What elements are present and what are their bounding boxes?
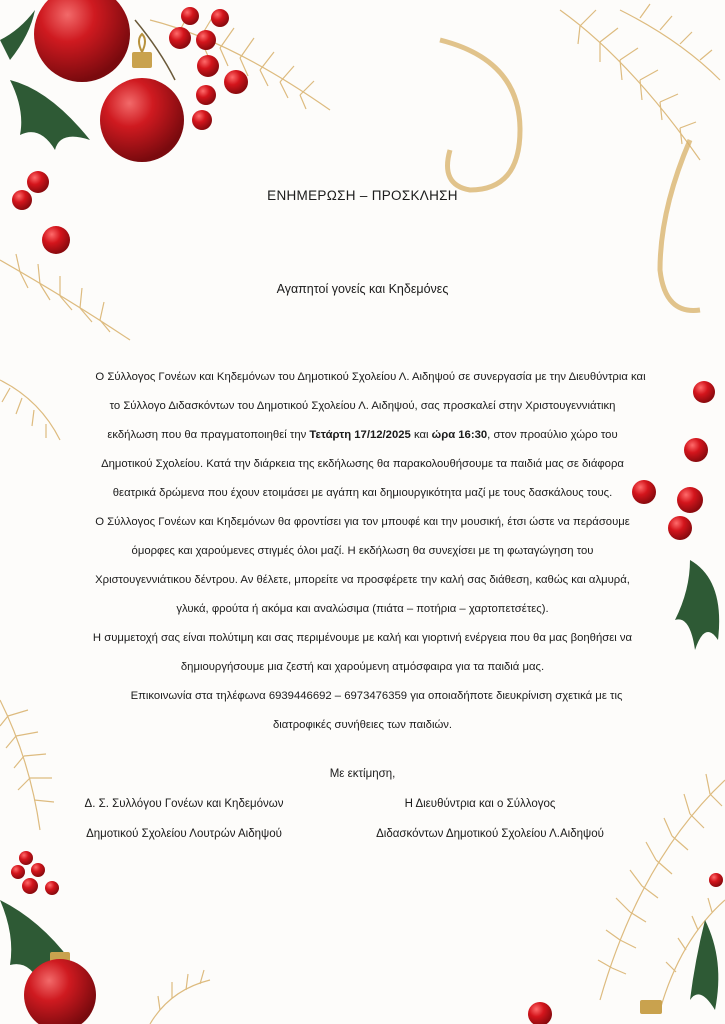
body-text: εκδήλωση που θα πραγματοποιηθεί την [107, 429, 310, 441]
gold-ribbon-icon [440, 40, 700, 311]
signature-left-line-1: Δ. Σ. Συλλόγου Γονέων και Κηδεμόνων [84, 798, 284, 810]
signature-right-line-1: Η Διευθύντρια και ο Σύλλογος [404, 798, 556, 810]
body-line: Ο Σύλλογος Γονέων και Κηδεμόνων του Δημοτικού Σχολείου Λ. Αιδηψού σε συνεργασία με την Διευθύντρια και [95, 371, 646, 383]
body-line: δημιουργήσουμε μια ζεστή και χαρούμενη ατμόσφαιρα για τα παιδιά μας. [180, 661, 545, 673]
body-line: όμορφες και χαρούμενες στιγμές όλοι μαζί. Η εκδήλωση θα συνεχίσει με τη φωταγώγηση του [131, 545, 594, 557]
gold-pine-branch-icon [560, 4, 720, 160]
body-line: Χριστουγεννιάτικου δέντρου. Αν θέλετε, μπορείτε να προσφέρετε την καλή σας διάθεση, καθώς και αλμυρά, [95, 574, 630, 586]
body-line: Ο Σύλλογος Γονέων και Κηδεμόνων θα φροντίσει για τον μπουφέ και την μουσική, έτσι ώστε να περάσουμε [95, 516, 630, 528]
signoff: Με εκτίμηση, [329, 768, 396, 780]
red-bauble-icon [24, 0, 662, 1024]
signature-left-line-2: Δημοτικού Σχολείου Λουτρών Αιδηψού [86, 828, 282, 840]
body-line: διατροφικές συνήθειες των παιδιών. [272, 719, 453, 731]
event-time: ώρα 16:30 [431, 429, 488, 441]
body-text: και [410, 429, 432, 441]
body-line: θεατρικά δρώμενα που έχουν ετοιμάσει με αγάπη και δημιουργικότητα μαζί με τους δασκάλους τους. [112, 487, 613, 499]
document-title: ΕΝΗΜΕΡΩΣΗ – ΠΡΟΣΚΛΗΣΗ [267, 188, 458, 203]
body-text: , στον προαύλιο χώρο του [487, 429, 618, 441]
signature-right-line-2: Διδασκόντων Δημοτικού Σχολείου Λ.Αιδηψού [376, 828, 604, 840]
body-line: γλυκά, φρούτα ή ακόμα και αναλώσιμα (πιάτα – ποτήρια – χαρτοπετσέτες). [176, 603, 549, 615]
body-line-contact: Επικοινωνία στα τηλέφωνα 6939446692 – 6973476359 για οποιαδήποτε διευκρίνιση σχετικά με τις [130, 690, 623, 702]
body-line: Η συμμετοχή σας είναι πολύτιμη και σας περιμένουμε με καλή και γιορτινή ενέργεια που θα μας βοηθήσει να [92, 632, 633, 644]
body-line: το Σύλλογο Διδασκόντων του Δημοτικού Σχολείου Λ. Αιδηψού, σας προσκαλεί στην Χριστουγεννιάτικη [109, 400, 616, 412]
body-line-event-details [0, 429, 725, 441]
greeting: Αγαπητοί γονείς και Κηδεμόνες [276, 282, 449, 296]
event-date: Τετάρτη 17/12/2025 [309, 429, 411, 441]
body-line: Δημοτικού Σχολείου. Κατά την διάρκεια της εκδήλωσης θα παρακολουθήσουμε τα παιδιά μας σε διάφορα [101, 458, 624, 470]
holly-leaf-icon [0, 10, 719, 1010]
